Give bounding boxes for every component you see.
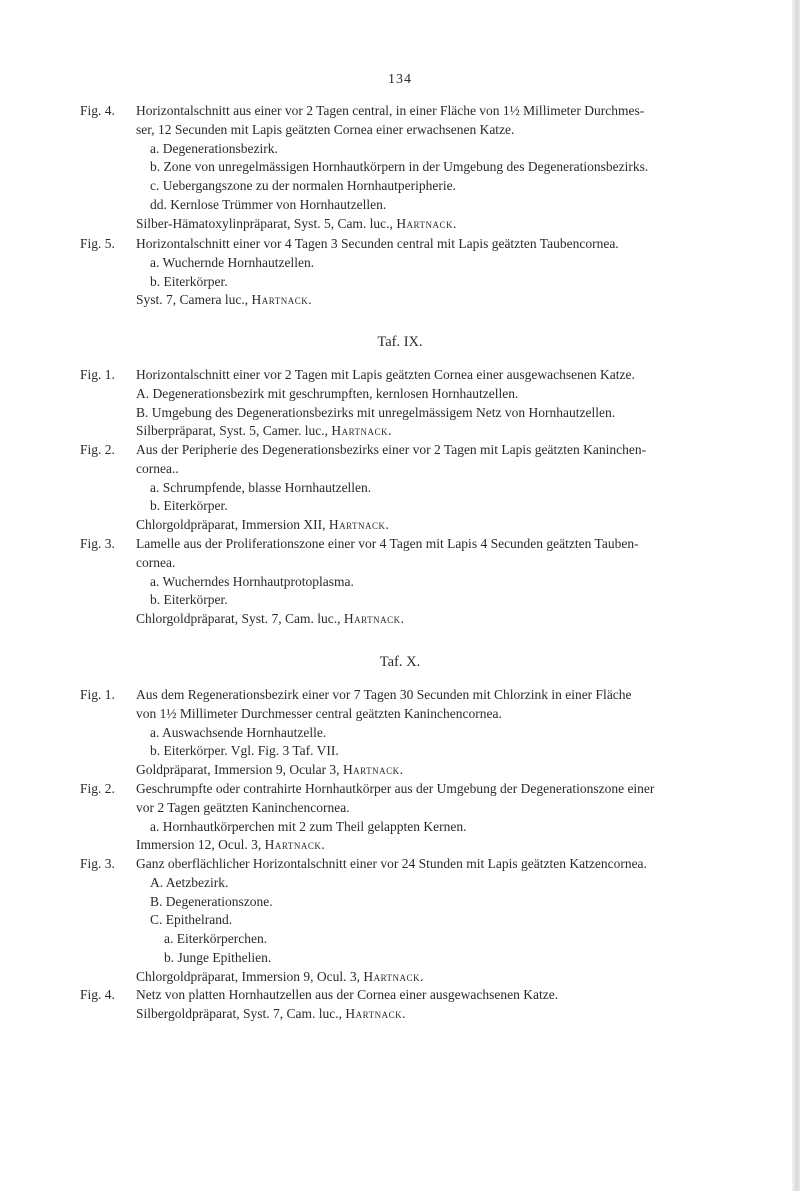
author-name: Hartnack. <box>363 968 424 984</box>
figure-entry-x-3 <box>80 855 770 986</box>
author-name: Hartnack. <box>251 292 313 308</box>
caption-item: b. Eiterkörper. <box>150 592 228 608</box>
author-name: Hartnack. <box>345 1005 406 1021</box>
figure-caption <box>136 235 770 310</box>
caption-item: a. Wuchernde Hornhautzellen. <box>150 254 315 270</box>
caption-preparation: Chlorgoldpräparat, Immersion XII, Hartnack. <box>136 517 390 532</box>
figure-entry-4 <box>80 102 770 233</box>
caption-item: b. Eiterkörper. <box>150 273 228 289</box>
figure-label: Fig. 2. <box>80 442 115 457</box>
figure-label: Fig. 3. <box>80 536 115 551</box>
caption-item: C. Epithelrand. <box>150 912 233 928</box>
caption-item: a. Auswachsende Hornhautzelle. <box>150 724 327 740</box>
page-edge-shadow <box>792 0 800 1191</box>
caption-item: A. Degenerationsbezirk mit geschrumpften, kernlosen Hornhautzellen. <box>136 385 519 401</box>
figure-caption <box>136 780 770 855</box>
figure-entry-ix-1 <box>80 366 770 441</box>
caption-item: a. Hornhautkörperchen mit 2 zum Theil gelappten Kernen. <box>150 818 467 834</box>
figure-label: Fig. 2. <box>80 781 115 796</box>
caption-preparation: Syst. 7, Camera luc., Hartnack. <box>136 292 313 308</box>
figure-caption <box>136 366 770 441</box>
figure-caption <box>136 535 770 629</box>
caption-line: vor 2 Tagen geätzten Kaninchencornea. <box>136 799 350 815</box>
caption-line: Horizontalschnitt einer vor 4 Tagen 3 Secunden central mit Lapis geätzten Taubencornea. <box>136 236 619 251</box>
figure-caption <box>136 441 770 535</box>
author-name: Hartnack. <box>331 423 392 439</box>
figure-label: Fig. 4. <box>80 987 115 1002</box>
caption-item: a. Eiterkörperchen. <box>164 931 268 946</box>
figure-label: Fig. 3. <box>80 856 115 871</box>
author-name: Hartnack. <box>342 762 404 777</box>
caption-line: cornea. <box>136 554 176 570</box>
figure-label: Fig. 1. <box>80 687 115 702</box>
caption-item: dd. Kernlose Trümmer von Hornhautzellen. <box>150 196 387 212</box>
caption-item: c. Uebergangszone zu der normalen Hornhautperipherie. <box>150 178 456 193</box>
caption-item: b. Eiterkörper. <box>150 498 228 514</box>
figure-label: Fig. 4. <box>80 103 115 118</box>
caption-item: b. Junge Epithelien. <box>164 949 272 965</box>
caption-line: Ganz oberflächlicher Horizontalschnitt einer vor 24 Stunden mit Lapis geätzten Katzencornea. <box>136 856 647 871</box>
author-name: Hartnack. <box>328 517 390 532</box>
author-name: Hartnack. <box>396 215 457 231</box>
figure-entry-5 <box>80 235 770 310</box>
caption-item: a. Degenerationsbezirk. <box>150 140 278 156</box>
plate-heading: Taf. IX. <box>377 334 423 350</box>
figure-caption <box>136 102 770 233</box>
caption-preparation: Immersion 12, Ocul. 3, Hartnack. <box>136 837 326 853</box>
caption-item: A. Aetzbezirk. <box>150 874 229 890</box>
caption-line: Lamelle aus der Proliferationszone einer vor 4 Tagen mit Lapis 4 Secunden geätzten Tauben- <box>136 536 639 551</box>
figure-caption <box>136 855 770 986</box>
caption-preparation: Silbergoldpräparat, Syst. 7, Cam. luc., Hartnack. <box>136 1005 406 1021</box>
caption-line: Geschrumpfte oder contrahirte Hornhautkörper aus der Umgebung der Degenerationszone einer <box>136 781 655 796</box>
author-name: Hartnack. <box>264 837 326 853</box>
caption-preparation: Chlorgoldpräparat, Syst. 7, Cam. luc., Hartnack. <box>136 611 405 626</box>
caption-item: B. Degenerationszone. <box>150 893 273 909</box>
caption-line: Horizontalschnitt einer vor 2 Tagen mit Lapis geätzten Cornea einer ausgewachsenen Katze. <box>136 367 635 382</box>
figure-caption <box>136 686 770 780</box>
figure-entry-x-1 <box>80 686 770 780</box>
caption-item: a. Wucherndes Hornhautprotoplasma. <box>150 573 354 589</box>
figure-caption <box>136 986 770 1024</box>
plate-heading: Taf. X. <box>379 654 421 670</box>
figure-entry-ix-2 <box>80 441 770 535</box>
caption-preparation: Goldpräparat, Immersion 9, Ocular 3, Hartnack. <box>136 762 404 777</box>
figure-label: Fig. 5. <box>80 236 115 251</box>
figure-entry-x-2 <box>80 780 770 855</box>
caption-item: b. Eiterkörper. Vgl. Fig. 3 Taf. VII. <box>150 743 339 759</box>
caption-line: Horizontalschnitt aus einer vor 2 Tagen central, in einer Fläche von 1½ Millimeter Durchmes- <box>136 103 645 118</box>
caption-preparation: Silber-Hämatoxylinpräparat, Syst. 5, Cam. luc., Hartnack. <box>136 215 457 231</box>
caption-item: b. Zone von unregelmässigen Hornhautkörpern in der Umgebung des Degenerationsbezirks. <box>150 159 649 175</box>
figure-entry-ix-3 <box>80 535 770 629</box>
caption-item: a. Schrumpfende, blasse Hornhautzellen. <box>150 479 372 495</box>
caption-line: Netz von platten Hornhautzellen aus der Cornea einer ausgewachsenen Katze. <box>136 987 559 1002</box>
caption-line: von 1½ Millimeter Durchmesser central geätzten Kaninchencornea. <box>136 705 502 721</box>
figure-entry-x-4 <box>80 986 770 1024</box>
figure-label: Fig. 1. <box>80 367 115 382</box>
caption-preparation: Chlorgoldpräparat, Immersion 9, Ocul. 3, Hartnack. <box>136 968 424 984</box>
caption-preparation: Silberpräparat, Syst. 5, Camer. luc., Hartnack. <box>136 423 392 439</box>
caption-line: Aus dem Regenerationsbezirk einer vor 7 Tagen 30 Secunden mit Chlorzink in einer Fläche <box>136 687 632 702</box>
caption-line: cornea.. <box>136 460 179 476</box>
caption-item: B. Umgebung des Degenerationsbezirks mit unregelmässigem Netz von Hornhautzellen. <box>136 404 616 420</box>
caption-line: Aus der Peripherie des Degenerationsbezirks einer vor 2 Tagen mit Lapis geätzten Kaninchen- <box>136 442 647 457</box>
page-number: 134 <box>388 72 412 87</box>
author-name: Hartnack. <box>343 611 405 626</box>
caption-line: ser, 12 Secunden mit Lapis geätzten Cornea einer erwachsenen Katze. <box>136 121 515 137</box>
